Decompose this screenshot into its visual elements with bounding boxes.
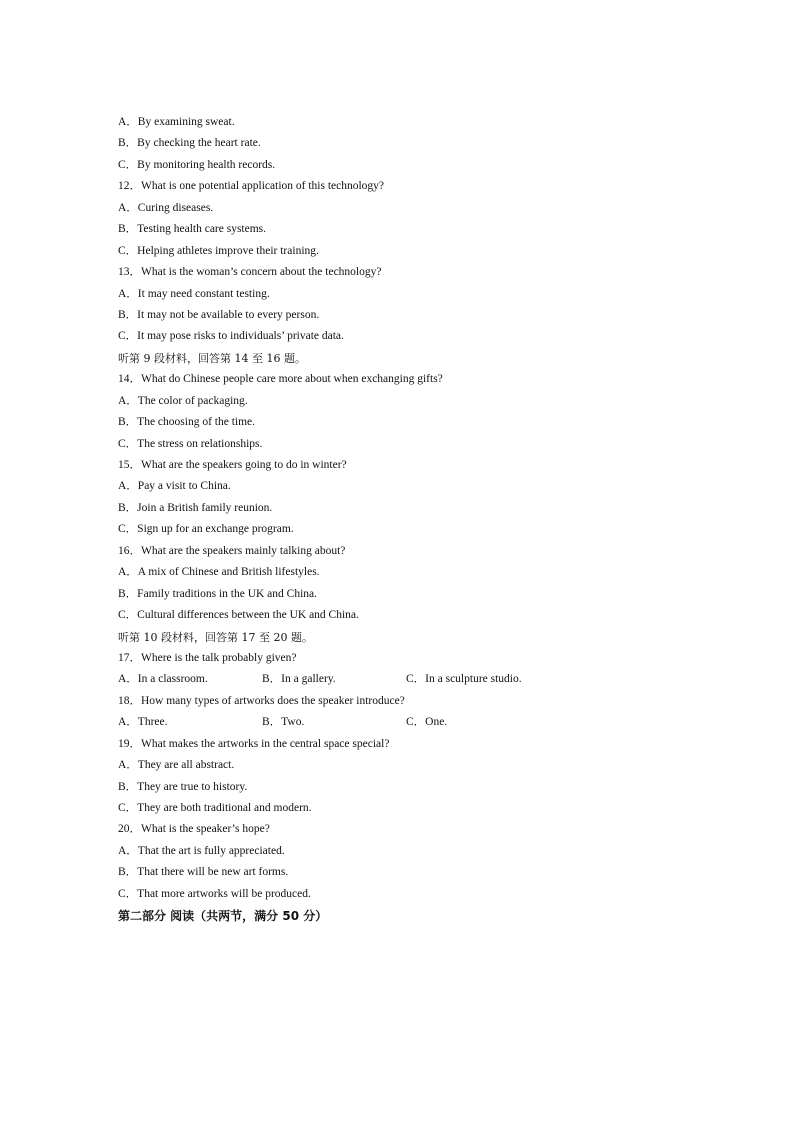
- q20-option-c: C．That more artworks will be produced.: [118, 887, 311, 900]
- q17-option-b: B．In a gallery.: [262, 673, 336, 686]
- q18-options-row: [118, 712, 718, 733]
- q19-option-b: B．They are true to history.: [118, 780, 248, 793]
- q16-option-a: A．A mix of Chinese and British lifestyles.: [118, 566, 320, 579]
- section-instruction-9: 听第 9 段材料，回答第 14 至 16 题。: [118, 351, 306, 365]
- q15-option-c: C．Sign up for an exchange program.: [118, 523, 294, 536]
- q16-option-c: C．Cultural differences between the UK and China.: [118, 609, 359, 622]
- question-13: 13．What is the woman’s concern about the technology?: [118, 266, 382, 279]
- q11-option-b: B．By checking the heart rate.: [118, 137, 261, 150]
- question-17: 17．Where is the talk probably given?: [118, 651, 297, 664]
- q17-option-a: A．In a classroom.: [118, 673, 208, 686]
- q18-option-a: A．Three.: [118, 716, 168, 729]
- q11-option-c: C．By monitoring health records.: [118, 158, 276, 171]
- question-15: 15．What are the speakers going to do in winter?: [118, 459, 347, 471]
- part-two-heading: 第二部分 阅读（共两节，满分 50 分）: [118, 909, 328, 924]
- q15-option-b: B．Join a British family reunion.: [118, 501, 273, 514]
- q15-option-a: A．Pay a visit to China.: [118, 480, 231, 493]
- q14-option-b: B．The choosing of the time.: [118, 416, 256, 429]
- question-16: 16．What are the speakers mainly talking about?: [118, 544, 346, 557]
- q19-option-c: C．They are both traditional and modern.: [118, 802, 312, 814]
- q20-option-a: A．That the art is fully appreciated.: [118, 844, 285, 857]
- question-14: 14．What do Chinese people care more about when exchanging gifts?: [118, 373, 443, 386]
- q11-option-a: A．By examining sweat.: [118, 116, 235, 128]
- q14-option-a: A．The color of packaging.: [118, 394, 248, 407]
- section-instruction-10: 听第 10 段材料，回答第 17 至 20 题。: [118, 630, 313, 644]
- question-12: 12．What is one potential application of this technology?: [118, 180, 385, 193]
- q12-option-b: B．Testing health care systems.: [118, 223, 267, 236]
- q16-option-b: B．Family traditions in the UK and China.: [118, 587, 317, 600]
- q18-option-c: C．One.: [406, 716, 448, 729]
- q12-option-a: A．Curing diseases.: [118, 201, 214, 214]
- question-20: 20．What is the speaker’s hope?: [118, 823, 270, 836]
- question-19: 19．What makes the artworks in the central space special?: [118, 737, 390, 750]
- question-18: 18．How many types of artworks does the speaker introduce?: [118, 694, 405, 707]
- q20-option-b: B．That there will be new art forms.: [118, 866, 289, 879]
- q13-option-b: B．It may not be available to every person.: [118, 308, 320, 321]
- listening-questions: [118, 112, 718, 928]
- q19-option-a: A．They are all abstract.: [118, 759, 235, 772]
- q14-option-c: C．The stress on relationships.: [118, 437, 263, 450]
- q18-option-b: B．Two.: [262, 716, 305, 729]
- q17-options-row: [118, 669, 718, 690]
- q17-option-c: C．In a sculpture studio.: [406, 673, 522, 686]
- q13-option-a: A．It may need constant testing.: [118, 287, 270, 300]
- q13-option-c: C．It may pose risks to individuals’ private data.: [118, 330, 344, 343]
- q12-option-c: C．Helping athletes improve their training.: [118, 244, 319, 257]
